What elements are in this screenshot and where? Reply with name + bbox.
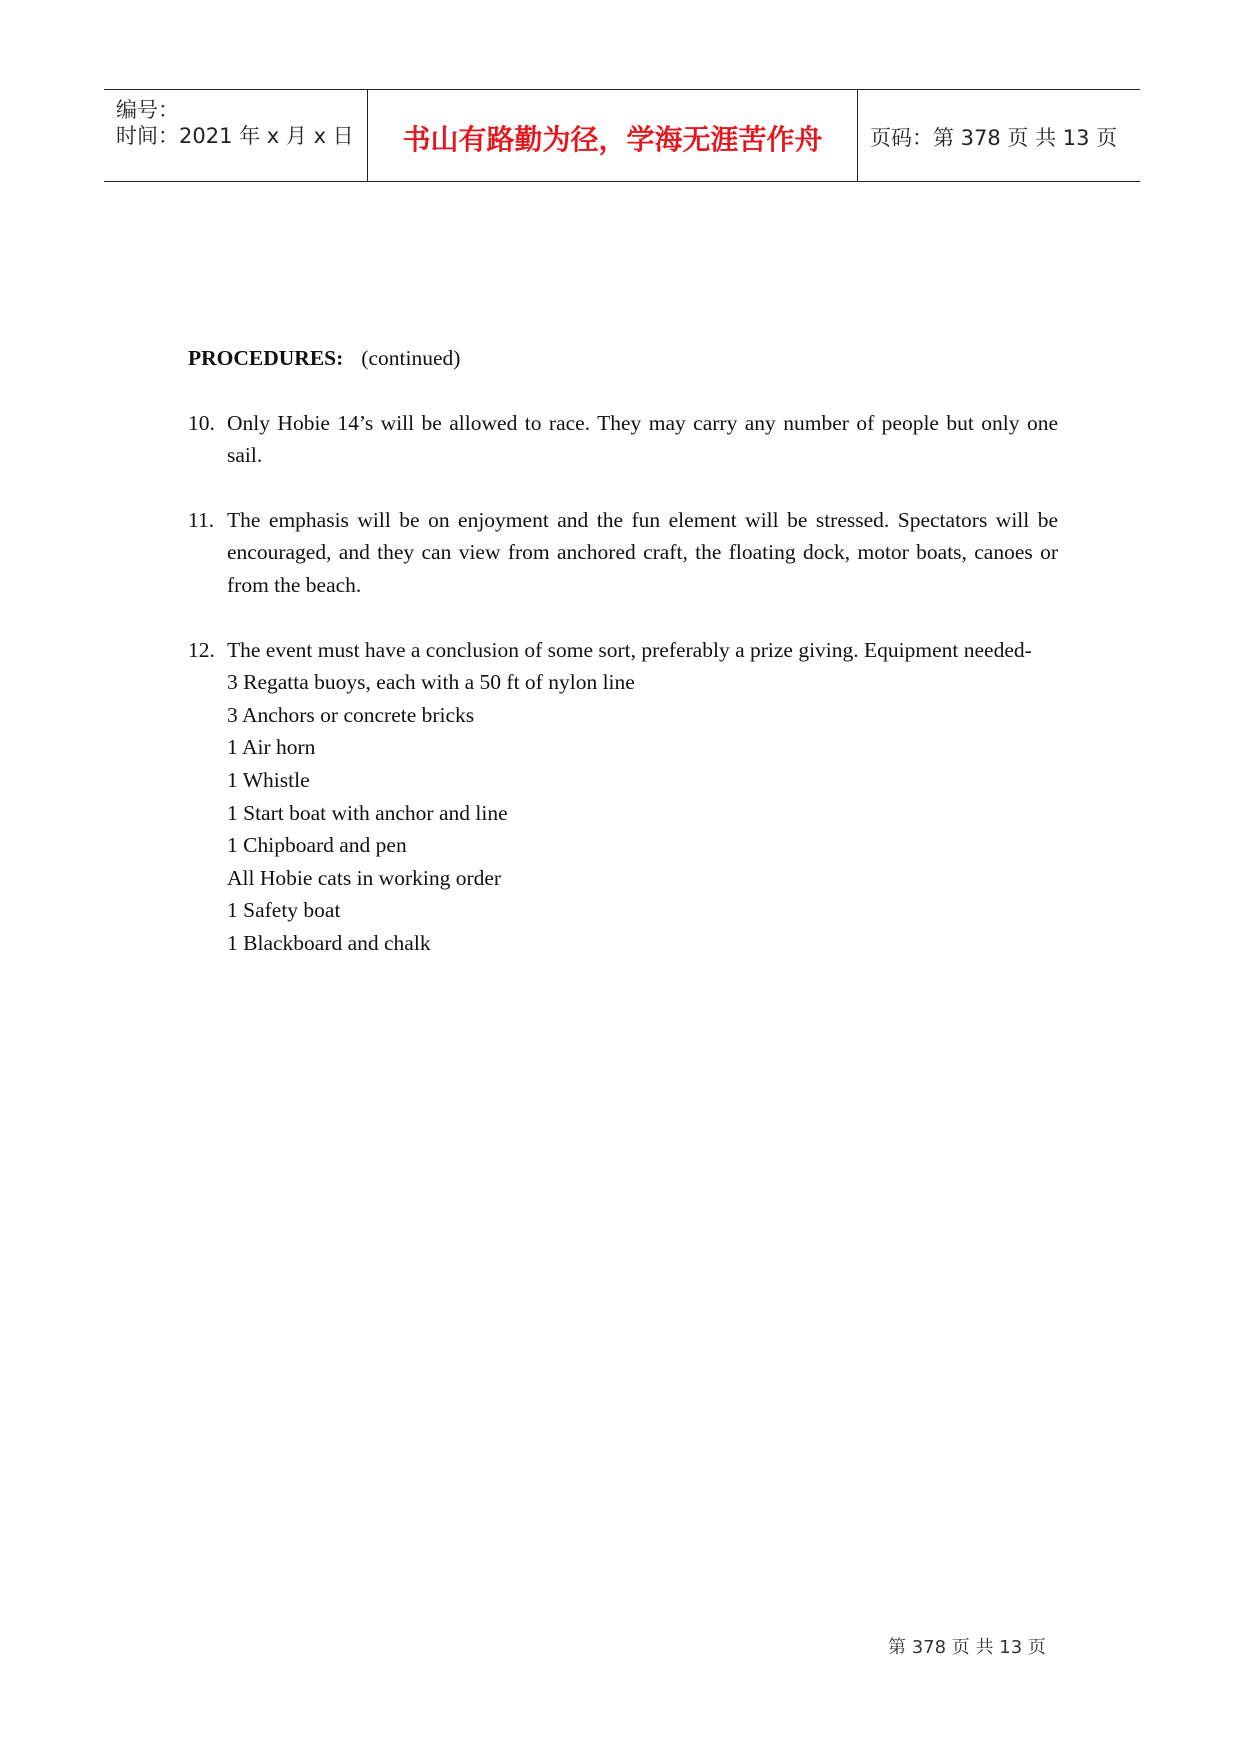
header-page-cell bbox=[858, 90, 1140, 181]
document-body bbox=[188, 342, 1058, 992]
procedure-item-12 bbox=[188, 634, 1058, 960]
equipment-item: 3 Anchors or concrete bricks bbox=[227, 702, 475, 727]
equipment-item: 1 Blackboard and chalk bbox=[227, 930, 431, 955]
procedure-item-11 bbox=[188, 504, 1058, 602]
procedure-text: The emphasis will be on enjoyment and the fun element will be stressed. Spectators will be encouraged, and they can view from anchored craft, the floating dock, motor boats, canoes or from the beach. bbox=[227, 507, 1058, 597]
procedure-text: The event must have a conclusion of some sort, preferably a prize giving. Equipment needed- bbox=[227, 637, 1032, 662]
document-number-label: 编号： bbox=[116, 98, 179, 122]
header-page-label: 页码：第 378 页 共 13 页 bbox=[870, 126, 1118, 150]
equipment-item: 1 Whistle bbox=[227, 767, 310, 792]
page-footer: 第 378 页 共 13 页 bbox=[888, 1637, 1046, 1658]
procedure-number: 12. bbox=[188, 637, 215, 662]
equipment-item: All Hobie cats in working order bbox=[227, 865, 502, 890]
equipment-item: 1 Safety boat bbox=[227, 898, 341, 923]
section-heading-continued: (continued) bbox=[361, 346, 461, 370]
equipment-list bbox=[227, 666, 1058, 959]
equipment-item: 1 Start boat with anchor and line bbox=[227, 800, 508, 825]
section-heading-title: PROCEDURES: bbox=[188, 346, 344, 370]
procedure-number: 11. bbox=[188, 507, 215, 532]
document-time-label: 时间：2021 年 x 月 x 日 bbox=[116, 124, 354, 148]
header-info-cell bbox=[104, 90, 368, 181]
procedure-text: Only Hobie 14’s will be allowed to race. They may carry any number of people but only one sail. bbox=[227, 410, 1058, 468]
header-motto-cell bbox=[368, 90, 858, 181]
procedure-item-10 bbox=[188, 407, 1058, 472]
document-header bbox=[104, 89, 1140, 182]
equipment-item: 1 Air horn bbox=[227, 735, 316, 760]
motto-text: 书山有路勤为径，学海无涯苦作舟 bbox=[402, 123, 823, 156]
equipment-item: 1 Chipboard and pen bbox=[227, 833, 407, 858]
procedure-number: 10. bbox=[188, 410, 215, 435]
section-heading bbox=[188, 342, 1058, 375]
equipment-item: 3 Regatta buoys, each with a 50 ft of nylon line bbox=[227, 670, 635, 695]
